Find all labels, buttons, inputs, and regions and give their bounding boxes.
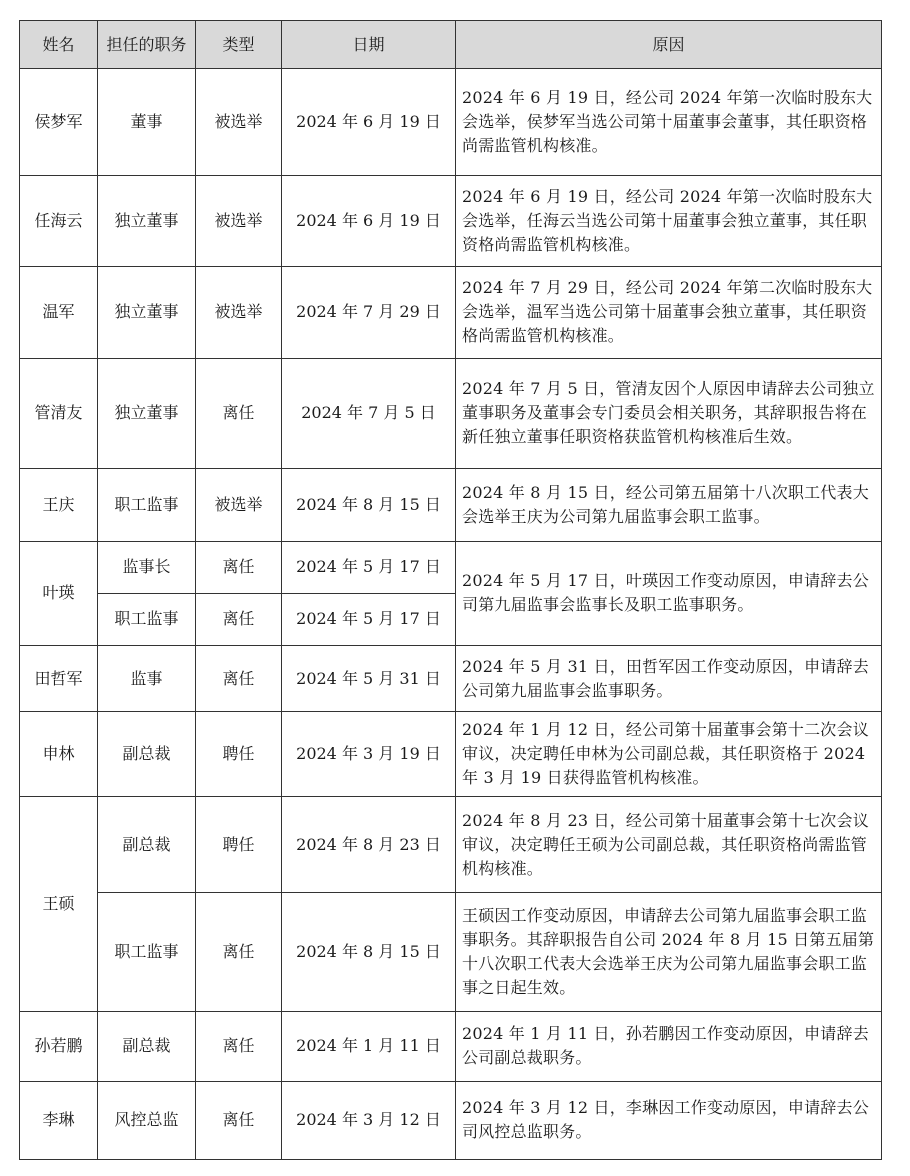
- date-cell: 2024 年 8 月 15 日: [282, 893, 456, 1011]
- type-cell: 离任: [196, 646, 282, 712]
- person-name: 李琳: [20, 1081, 98, 1159]
- table-row: [20, 267, 882, 358]
- date-cell: 2024 年 3 月 12 日: [282, 1081, 456, 1159]
- reason-cell: 2024 年 8 月 23 日，经公司第十届董事会第十七次会议审议，决定聘任王硕为公司副总裁，其任职资格尚需监管机构核准。: [456, 797, 882, 893]
- reason-cell: 2024 年 6 月 19 日，经公司 2024 年第一次临时股东大会选举，任海云当选公司第十届董事会独立董事，其任职资格尚需监管机构核准。: [456, 176, 882, 267]
- position-cell: 职工监事: [98, 468, 196, 541]
- reason-cell: 2024 年 8 月 15 日，经公司第五届第十八次职工代表大会选举王庆为公司第九届监事会职工监事。: [456, 468, 882, 541]
- person-name: 侯梦军: [20, 69, 98, 176]
- person-name: 叶瑛: [20, 541, 98, 645]
- date-cell: 2024 年 8 月 23 日: [282, 797, 456, 893]
- person-name: 任海云: [20, 176, 98, 267]
- date-cell: 2024 年 8 月 15 日: [282, 468, 456, 541]
- reason-cell: 2024 年 6 月 19 日，经公司 2024 年第一次临时股东大会选举，侯梦军当选公司第十届董事会董事，其任职资格尚需监管机构核准。: [456, 69, 882, 176]
- header-name: 姓名: [20, 21, 98, 69]
- table-row: [20, 1081, 882, 1159]
- reason-cell: 2024 年 5 月 17 日，叶瑛因工作变动原因，申请辞去公司第九届监事会监事长及职工监事职务。: [456, 541, 882, 645]
- header-date: 日期: [282, 21, 456, 69]
- reason-cell: 2024 年 1 月 12 日，经公司第十届董事会第十二次会议审议，决定聘任申林为公司副总裁，其任职资格于 2024 年 3 月 19 日获得监管机构核准。: [456, 712, 882, 797]
- date-cell: 2024 年 5 月 17 日: [282, 541, 456, 593]
- position-cell: 独立董事: [98, 176, 196, 267]
- person-name: 温军: [20, 267, 98, 358]
- person-name: 王庆: [20, 468, 98, 541]
- position-cell: 职工监事: [98, 893, 196, 1011]
- type-cell: 离任: [196, 893, 282, 1011]
- type-cell: 离任: [196, 358, 282, 468]
- header-row: [20, 21, 882, 69]
- date-cell: 2024 年 6 月 19 日: [282, 176, 456, 267]
- type-cell: 离任: [196, 1081, 282, 1159]
- table-row: [20, 1011, 882, 1081]
- person-name: 田哲军: [20, 646, 98, 712]
- position-cell: 董事: [98, 69, 196, 176]
- reason-cell: 2024 年 1 月 11 日，孙若鹏因工作变动原因，申请辞去公司副总裁职务。: [456, 1011, 882, 1081]
- type-cell: 被选举: [196, 69, 282, 176]
- table-row: [20, 176, 882, 267]
- header-position: 担任的职务: [98, 21, 196, 69]
- table-row: [20, 541, 882, 593]
- table-row: [20, 797, 882, 893]
- position-cell: 副总裁: [98, 1011, 196, 1081]
- table-row: [20, 893, 882, 1011]
- table-row: [20, 712, 882, 797]
- reason-cell: 2024 年 3 月 12 日，李琳因工作变动原因，申请辞去公司风控总监职务。: [456, 1081, 882, 1159]
- position-cell: 独立董事: [98, 267, 196, 358]
- position-cell: 职工监事: [98, 593, 196, 645]
- table-row: [20, 646, 882, 712]
- date-cell: 2024 年 1 月 11 日: [282, 1011, 456, 1081]
- reason-cell: 王硕因工作变动原因，申请辞去公司第九届监事会职工监事职务。其辞职报告自公司 2024 年 8 月 15 日第五届第十八次职工代表大会选举王庆为公司第九届监事会职工监事之日起生效。: [456, 893, 882, 1011]
- table-row: [20, 358, 882, 468]
- type-cell: 聘任: [196, 712, 282, 797]
- type-cell: 聘任: [196, 797, 282, 893]
- person-name: 孙若鹏: [20, 1011, 98, 1081]
- reason-cell: 2024 年 5 月 31 日，田哲军因工作变动原因，申请辞去公司第九届监事会监事职务。: [456, 646, 882, 712]
- position-cell: 监事: [98, 646, 196, 712]
- person-name: 申林: [20, 712, 98, 797]
- position-cell: 监事长: [98, 541, 196, 593]
- date-cell: 2024 年 5 月 31 日: [282, 646, 456, 712]
- position-cell: 独立董事: [98, 358, 196, 468]
- date-cell: 2024 年 3 月 19 日: [282, 712, 456, 797]
- header-type: 类型: [196, 21, 282, 69]
- type-cell: 离任: [196, 593, 282, 645]
- position-cell: 副总裁: [98, 797, 196, 893]
- reason-cell: 2024 年 7 月 5 日，管清友因个人原因申请辞去公司独立董事职务及董事会专门委员会相关职务，其辞职报告将在新任独立董事任职资格获监管机构核准后生效。: [456, 358, 882, 468]
- date-cell: 2024 年 7 月 29 日: [282, 267, 456, 358]
- position-cell: 风控总监: [98, 1081, 196, 1159]
- table-row: [20, 468, 882, 541]
- type-cell: 被选举: [196, 267, 282, 358]
- date-cell: 2024 年 7 月 5 日: [282, 358, 456, 468]
- type-cell: 离任: [196, 1011, 282, 1081]
- person-name: 王硕: [20, 797, 98, 1011]
- table-row: [20, 69, 882, 176]
- reason-cell: 2024 年 7 月 29 日，经公司 2024 年第二次临时股东大会选举，温军当选公司第十届董事会独立董事，其任职资格尚需监管机构核准。: [456, 267, 882, 358]
- type-cell: 被选举: [196, 468, 282, 541]
- type-cell: 离任: [196, 541, 282, 593]
- header-reason: 原因: [456, 21, 882, 69]
- type-cell: 被选举: [196, 176, 282, 267]
- position-cell: 副总裁: [98, 712, 196, 797]
- person-name: 管清友: [20, 358, 98, 468]
- personnel-changes-table: [19, 20, 882, 1160]
- date-cell: 2024 年 5 月 17 日: [282, 593, 456, 645]
- date-cell: 2024 年 6 月 19 日: [282, 69, 456, 176]
